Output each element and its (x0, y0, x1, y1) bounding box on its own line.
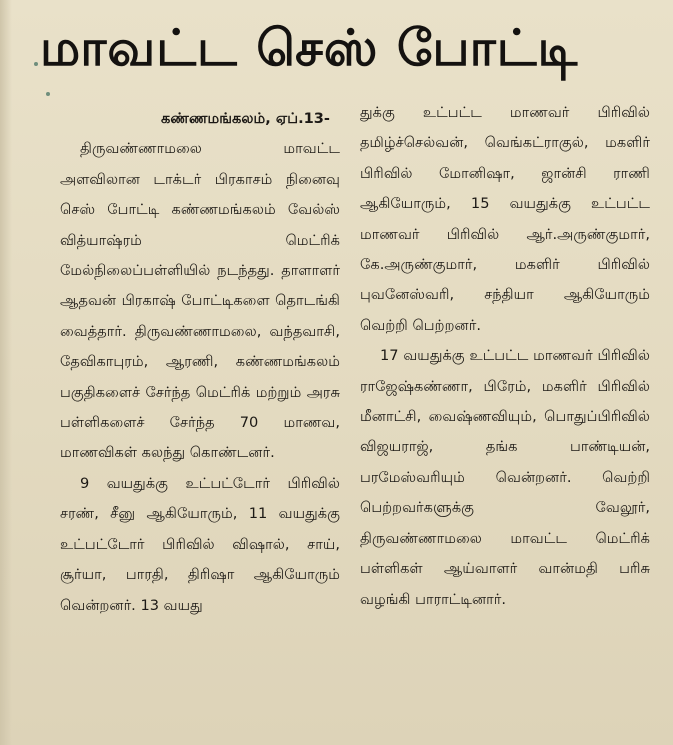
left-column (60, 104, 340, 621)
paragraph-winners-continued: துக்கு உட்பட்ட மாணவர் பிரிவில் தமிழ்ச்செல்வன், வெங்கட்ராகுல், மகளிர் பிரிவில் மோனிஷா, ஜான்சி ராணி ஆகியோரும், 15 வயதுக்கு உட்பட்ட மாணவர் பிரிவில் ஆர்.அருண்குமார், கே.அருண்குமார், மகளிர் பிரிவில் புவனேஸ்வரி, சந்தியா ஆகியோரும் வெற்றி பெற்றனர். (360, 104, 650, 334)
paragraph-winners-17: 17 வயதுக்கு உட்பட்ட மாணவர் பிரிவில் ராஜேஷ்கண்ணா, பிரேம், மகளிர் பிரிவில் மீனாட்சி, வைஷ்ணவியும், பொதுப்பிரிவில் விஜயராஜ், தங்க பாண்டியன், பரமேஸ்வரியும் வென்றனர். வெற்றி பெற்றவர்களுக்கு வேலூர், திருவண்ணாமலை மாவட்ட மெட்ரிக் பள்ளிகள் ஆய்வாளர் வான்மதி பரிசு வழங்கி பாராட்டினார். (360, 347, 650, 608)
headline: மாவட்ட செஸ் போட்டி (40, 19, 579, 77)
paper-edge (0, 0, 12, 745)
right-column (360, 98, 650, 615)
paragraph-winners-young: 9 வயதுக்கு உட்பட்டோர் பிரிவில் சரண், சீனு ஆகியோரும், 11 வயதுக்கு உட்பட்டோர் பிரிவில் விஷால், சாய், சூர்யா, பாரதி, திரிஷா ஆகியோரும் வென்றனர். 13 வயது (60, 474, 340, 614)
dateline: கண்ணமங்கலம், ஏப்.13- (161, 110, 330, 127)
ink-speck (34, 62, 38, 66)
paragraph-intro: திருவண்ணாமலை மாவட்ட அளவிலான டாக்டர் பிரகாசம் நினைவு செஸ் போட்டி கண்ணமங்கலம் வேல்ஸ் வித்யாஷ்ரம் மெட்ரிக் மேல்நிலைப்பள்ளியில் நடந்தது. தாளாளர் ஆதவன் பிரகாஷ் போட்டிகளை தொடங்கி வைத்தார். திருவண்ணாமலை, வந்தவாசி, தேவிகாபுரம், ஆரணி, கண்ணமங்கலம் பகுதிகளைச் சேர்ந்த மெட்ரிக் மற்றும் அரசு பள்ளிகளைச் சேர்ந்த 70 மாணவ, மாணவிகள் கலந்து கொண்டனர். (60, 140, 340, 462)
ink-speck (46, 92, 50, 96)
